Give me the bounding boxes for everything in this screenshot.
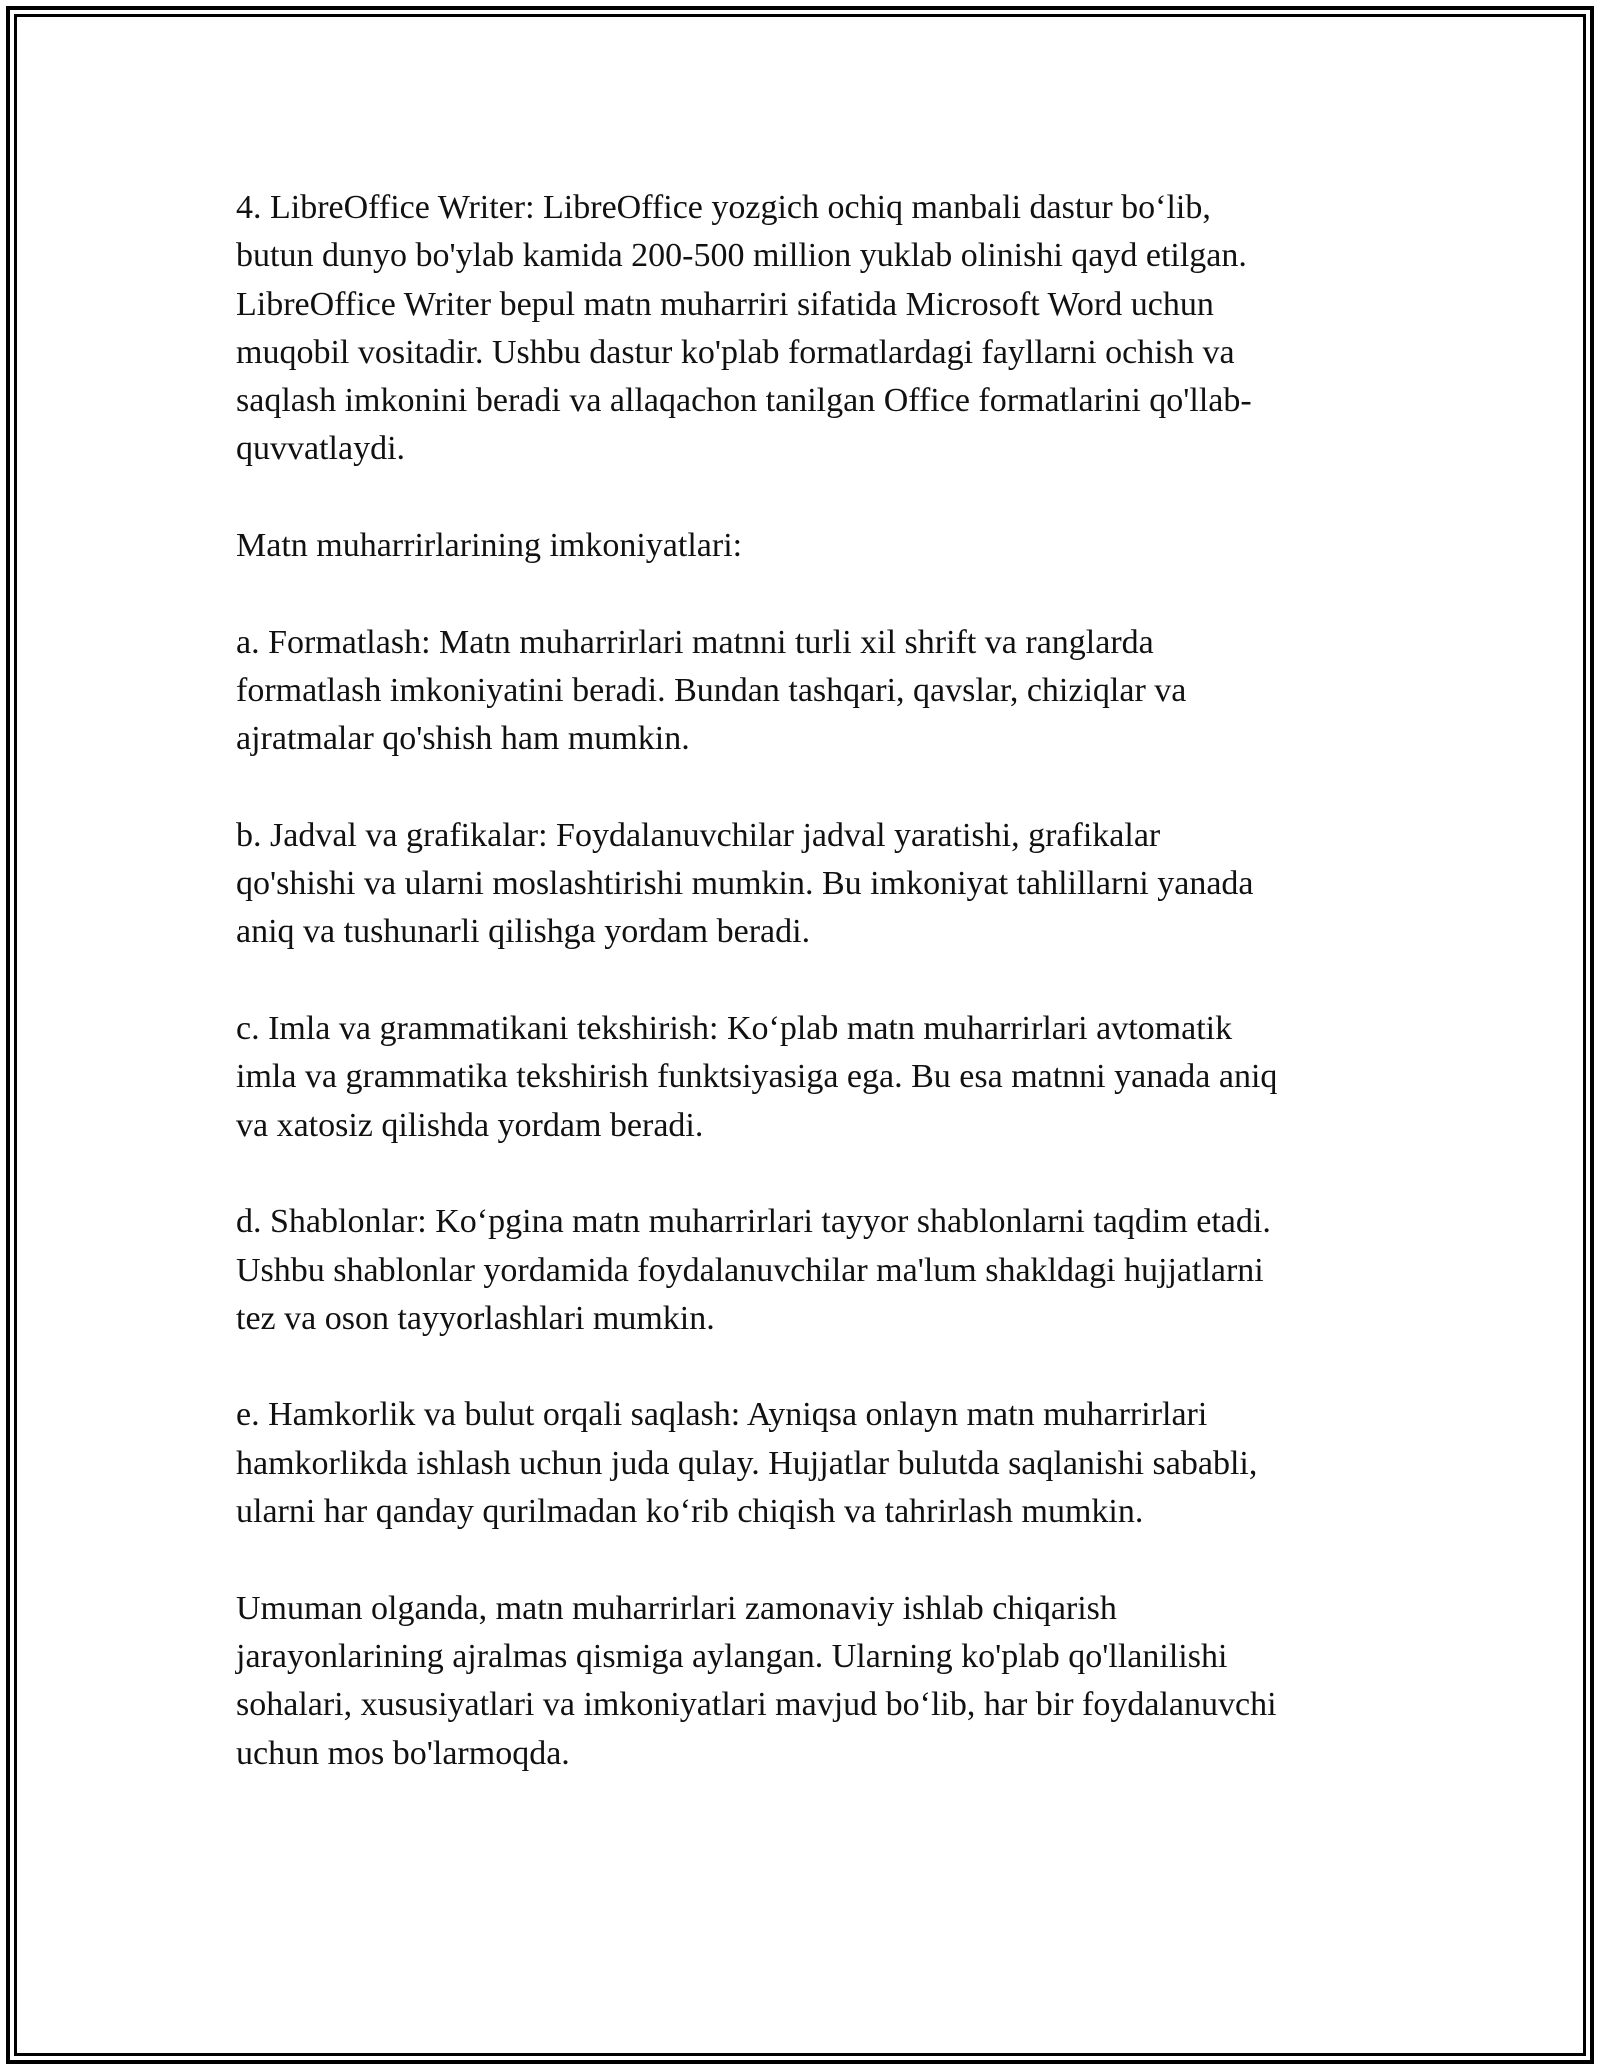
text-line: muqobil vositadir. Ushbu dastur ko'plab formatlardagi fayllarni ochish va <box>236 333 1235 371</box>
text-line: uchun mos bo'larmoqda. <box>236 1734 570 1772</box>
text-line: ajratmalar qo'shish ham mumkin. <box>236 720 690 758</box>
text-line: b. Jadval va grafikalar: Foydalanuvchilar jadval yaratishi, grafikalar <box>236 816 1161 854</box>
paragraph-formatting <box>236 619 1376 764</box>
text-line: hamkorlikda ishlash uchun juda qulay. Hujjatlar bulutda saqlanishi sababli, <box>236 1444 1258 1482</box>
text-line: imla va grammatika tekshirish funktsiyasiga ega. Bu esa matnni yanada aniq <box>236 1058 1278 1096</box>
paragraph-collaboration-cloud <box>236 1391 1376 1536</box>
text-line: ularni har qanday qurilmadan ko‘rib chiqish va tahrirlash mumkin. <box>236 1493 1144 1531</box>
text-line: saqlash imkonini beradi va allaqachon tanilgan Office formatlarini qo'llab- <box>236 382 1252 420</box>
paragraph-capabilities-heading <box>236 522 1376 570</box>
paragraph-spell-grammar-check <box>236 1005 1376 1150</box>
text-line: Umuman olganda, matn muharrirlari zamonaviy ishlab chiqarish <box>236 1589 1117 1627</box>
text-line: butun dunyo bo'ylab kamida 200-500 million yuklab olinishi qayd etilgan. <box>236 237 1247 275</box>
paragraph-tables-graphics <box>236 812 1376 957</box>
text-line: c. Imla va grammatikani tekshirish: Ko‘plab matn muharrirlari avtomatik <box>236 1010 1233 1048</box>
paragraph-templates <box>236 1198 1376 1343</box>
text-line: jarayonlarining ajralmas qismiga aylangan. Ularning ko'plab qo'llanilishi <box>236 1637 1228 1675</box>
paragraph-libreoffice-writer <box>236 184 1376 474</box>
text-line: e. Hamkorlik va bulut orqali saqlash: Ayniqsa onlayn matn muharrirlari <box>236 1396 1208 1434</box>
text-line: a. Formatlash: Matn muharrirlari matnni turli xil shrift va ranglarda <box>236 623 1154 661</box>
text-line: formatlash imkoniyatini beradi. Bundan tashqari, qavslar, chiziqlar va <box>236 671 1187 709</box>
text-line: aniq va tushunarli qilishga yordam beradi. <box>236 913 811 951</box>
text-line: va xatosiz qilishda yordam beradi. <box>236 1106 704 1144</box>
document-body <box>236 184 1376 1826</box>
text-line: sohalari, xususiyatlari va imkoniyatlari mavjud bo‘lib, har bir foydalanuvchi <box>236 1686 1277 1724</box>
text-line: quvvatlaydi. <box>236 430 406 468</box>
text-line: Matn muharrirlarining imkoniyatlari: <box>236 527 743 565</box>
text-line: tez va oson tayyorlashlari mumkin. <box>236 1299 715 1337</box>
text-line: Ushbu shablonlar yordamida foydalanuvchilar ma'lum shakldagi hujjatlarni <box>236 1251 1264 1289</box>
paragraph-conclusion <box>236 1585 1376 1778</box>
text-line: qo'shishi va ularni moslashtirishi mumkin. Bu imkoniyat tahlillarni yanada <box>236 865 1254 903</box>
text-line: 4. LibreOffice Writer: LibreOffice yozgich ochiq manbali dastur bo‘lib, <box>236 189 1211 226</box>
text-line: d. Shablonlar: Ko‘pgina matn muharrirlari tayyor shablonlarni taqdim etadi. <box>236 1203 1271 1241</box>
text-line: LibreOffice Writer bepul matn muharriri sifatida Microsoft Word uchun <box>236 285 1214 323</box>
